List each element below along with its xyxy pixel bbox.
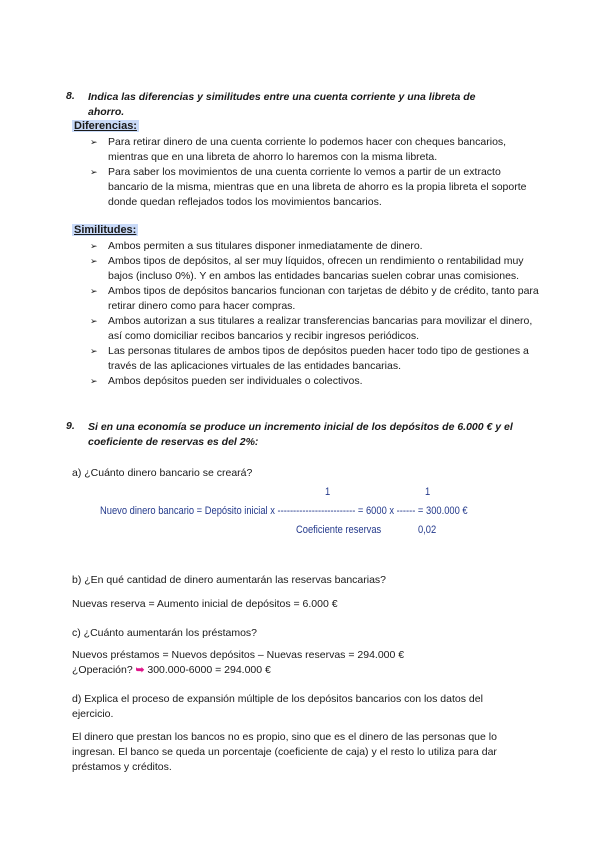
similitudes-heading (72, 224, 138, 236)
arrow-bullet-icon: ➢ (90, 286, 98, 296)
arrow-bullet-icon: ➢ (90, 376, 98, 386)
formula-numerator-1: 1 (325, 486, 331, 498)
arrow-bullet-icon: ➢ (90, 137, 98, 147)
list-item (90, 239, 540, 254)
answer-9c-line1: Nuevos préstamos = Nuevos depósitos – Nuevas reservas = 294.000 € (72, 649, 405, 661)
curved-arrow-icon: ➥ (135, 664, 145, 676)
question-9b: b) ¿En qué cantidad de dinero aumentarán las reservas bancarias? (72, 574, 387, 586)
list-item (90, 344, 540, 374)
question-9-title: Si en una economía se produce un incremento inicial de los depósitos de 6.000 € y el coeficiente de reservas es del 2%: (88, 421, 513, 448)
list-item (90, 314, 540, 344)
list-item (90, 135, 540, 165)
list-item-text: Para retirar dinero de una cuenta corriente lo podemos hacer con cheques bancarios, mientras que en una libreta de ahorro lo haremos con la misma libreta. (108, 136, 507, 163)
arrow-bullet-icon: ➢ (90, 241, 98, 251)
list-item-text: Ambos tipos de depósitos, al ser muy líquidos, ofrecen un rendimiento o rentabilidad muy bajos (incluso 0%). Y en ambos las entidades bancarias suelen cobrar unas comisiones. (108, 255, 524, 282)
operation-label: ¿Operación? (72, 664, 133, 676)
formula-denominator-1: Coeficiente reservas (296, 524, 382, 536)
question-9-number: 9. (66, 420, 75, 432)
answer-9b: Nuevas reserva = Aumento inicial de depósitos = 6.000 € (72, 598, 338, 610)
similitudes-list (90, 239, 540, 389)
answer-9c-line2 (72, 663, 271, 678)
similitudes-label: Similitudes: (74, 224, 137, 236)
question-8-number: 8. (66, 90, 75, 102)
answer-9d: El dinero que prestan los bancos no es propio, sino que es el dinero de las personas que lo ingresan. El banco se queda un porcentaje (coeficiente de caja) y el resto lo utiliza para dar préstamos y créditos. (72, 731, 497, 773)
diferencias-label: Diferencias: (74, 120, 137, 132)
arrow-bullet-icon: ➢ (90, 346, 98, 356)
operation-result: 300.000-6000 = 294.000 € (147, 664, 271, 676)
list-item (90, 284, 540, 314)
arrow-bullet-icon: ➢ (90, 167, 98, 177)
question-9c: c) ¿Cuánto aumentarán los préstamos? (72, 627, 258, 639)
formula-denominator-2: 0,02 (418, 524, 437, 536)
list-item (90, 374, 540, 389)
list-item-text: Ambos tipos de depósitos bancarios funcionan con tarjetas de débito y de crédito, tanto para retirar dinero como para hacer compras. (108, 285, 539, 312)
list-item (90, 254, 540, 284)
diferencias-heading (72, 120, 139, 132)
question-9a: a) ¿Cuánto dinero bancario se creará? (72, 467, 253, 479)
list-item-text: Ambos depósitos pueden ser individuales o colectivos. (108, 375, 363, 387)
question-8-title: Indica las diferencias y similitudes entre una cuenta corriente y una libreta de ahorro. (88, 91, 476, 118)
list-item (90, 165, 540, 210)
arrow-bullet-icon: ➢ (90, 316, 98, 326)
diferencias-list (90, 135, 540, 210)
list-item-text: Para saber los movimientos de una cuenta corriente lo vemos a partir de un extracto bancario de la misma, mientras que en una libreta de ahorro es la propia libreta el soporte donde quedan reflejados todos los movimientos bancarios. (108, 166, 527, 208)
list-item-text: Las personas titulares de ambos tipos de depósitos pueden hacer todo tipo de gestiones a través de las aplicaciones virtuales de las entidades bancarias. (108, 345, 529, 372)
list-item-text: Ambos autorizan a sus titulares a realizar transferencias bancarias para movilizar el dinero, así como domiciliar recibos bancarios y recibir ingresos periódicos. (108, 315, 533, 342)
list-item-text: Ambos permiten a sus titulares disponer inmediatamente de dinero. (108, 240, 423, 252)
formula-main: Nuevo dinero bancario = Depósito inicial x ------------------------- = 6000 x ------ = 300.000 € (100, 505, 468, 517)
arrow-bullet-icon: ➢ (90, 256, 98, 266)
question-9d: d) Explica el proceso de expansión múltiple de los depósitos bancarios con los datos del ejercicio. (72, 693, 483, 720)
formula-numerator-2: 1 (425, 486, 431, 498)
